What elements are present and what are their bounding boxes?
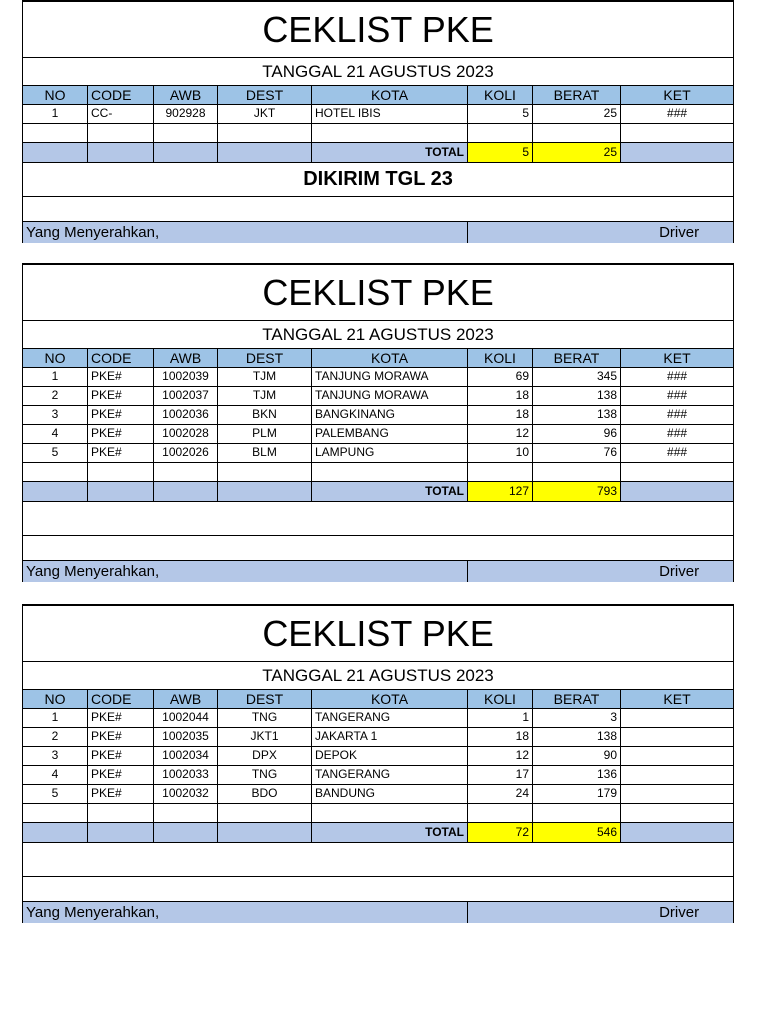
total-row: [23, 481, 734, 501]
cell-code: CC-: [88, 104, 154, 123]
total-koli: 72: [468, 822, 533, 842]
column-header-code: CODE: [88, 689, 154, 708]
table-row: [23, 708, 734, 727]
empty-cell: [88, 123, 154, 142]
cell-no: 5: [23, 443, 88, 462]
sheet-date: TANGGAL 21 AGUSTUS 2023: [23, 661, 734, 689]
cell-code: PKE#: [88, 424, 154, 443]
total-empty-cell: [23, 142, 88, 162]
cell-koli: 18: [468, 405, 533, 424]
column-header-code: CODE: [88, 348, 154, 367]
blank-row: [23, 535, 734, 560]
cell-koli: 18: [468, 386, 533, 405]
total-empty-cell: [621, 142, 734, 162]
cell-ket: ###: [621, 443, 734, 462]
empty-cell: [621, 803, 734, 822]
cell-kota: JAKARTA 1: [312, 727, 468, 746]
column-header-awb: AWB: [154, 348, 218, 367]
empty-cell: [312, 462, 468, 481]
total-empty-cell: [218, 142, 312, 162]
column-header-dest: DEST: [218, 348, 312, 367]
table-header: [23, 348, 734, 367]
total-empty-cell: [88, 822, 154, 842]
empty-cell: [154, 123, 218, 142]
column-header-kota: KOTA: [312, 689, 468, 708]
cell-code: PKE#: [88, 727, 154, 746]
total-empty-cell: [88, 481, 154, 501]
column-header-no: NO: [23, 85, 88, 104]
empty-cell: [533, 123, 621, 142]
cell-koli: 12: [468, 746, 533, 765]
total-empty-cell: [621, 481, 734, 501]
column-header-kota: KOTA: [312, 85, 468, 104]
cell-ket: ###: [621, 104, 734, 123]
cell-koli: 69: [468, 367, 533, 386]
sign-label-right: Driver: [468, 901, 734, 923]
table-row: [23, 443, 734, 462]
table-row: [23, 784, 734, 803]
table-row: [23, 727, 734, 746]
cell-awb: 1002039: [154, 367, 218, 386]
sign-label-left: Yang Menyerahkan,: [23, 560, 468, 582]
cell-awb: 1002032: [154, 784, 218, 803]
blank-row: [23, 876, 734, 901]
cell-ket: ###: [621, 405, 734, 424]
cell-kota: HOTEL IBIS: [312, 104, 468, 123]
cell-kota: DEPOK: [312, 746, 468, 765]
table-row: [23, 405, 734, 424]
empty-cell: [468, 123, 533, 142]
cell-dest: BDO: [218, 784, 312, 803]
cell-berat: 76: [533, 443, 621, 462]
cell-no: 1: [23, 708, 88, 727]
cell-code: PKE#: [88, 386, 154, 405]
cell-kota: TANJUNG MORAWA: [312, 367, 468, 386]
cell-ket: ###: [621, 367, 734, 386]
cell-ket: [621, 708, 734, 727]
cell-awb: 1002035: [154, 727, 218, 746]
cell-dest: TJM: [218, 386, 312, 405]
column-header-koli: KOLI: [468, 689, 533, 708]
total-empty-cell: [621, 822, 734, 842]
cell-dest: JKT1: [218, 727, 312, 746]
total-empty-cell: [23, 481, 88, 501]
cell-koli: 1: [468, 708, 533, 727]
shipping-note: DIKIRIM TGL 23: [23, 162, 734, 196]
empty-cell: [23, 803, 88, 822]
empty-cell: [468, 462, 533, 481]
column-header-berat: BERAT: [533, 348, 621, 367]
cell-no: 2: [23, 727, 88, 746]
cell-no: 4: [23, 765, 88, 784]
blank-row: [23, 196, 734, 221]
column-header-berat: BERAT: [533, 689, 621, 708]
table-row: [23, 367, 734, 386]
cell-berat: 138: [533, 386, 621, 405]
table-row: [23, 104, 734, 123]
cell-ket: ###: [621, 386, 734, 405]
cell-awb: 1002033: [154, 765, 218, 784]
cell-koli: 5: [468, 104, 533, 123]
total-empty-cell: [154, 481, 218, 501]
cell-kota: TANGERANG: [312, 765, 468, 784]
total-empty-cell: [23, 822, 88, 842]
sign-label-right: Driver: [468, 221, 734, 243]
checklist-table: [22, 0, 734, 243]
cell-koli: 12: [468, 424, 533, 443]
cell-no: 3: [23, 746, 88, 765]
cell-ket: [621, 727, 734, 746]
column-header-ket: KET: [621, 85, 734, 104]
cell-no: 1: [23, 104, 88, 123]
cell-koli: 18: [468, 727, 533, 746]
checklist-table: [22, 604, 734, 923]
cell-dest: PLM: [218, 424, 312, 443]
empty-cell: [312, 803, 468, 822]
empty-cell: [218, 123, 312, 142]
cell-berat: 136: [533, 765, 621, 784]
cell-no: 3: [23, 405, 88, 424]
empty-cell: [533, 803, 621, 822]
cell-awb: 1002037: [154, 386, 218, 405]
cell-dest: TNG: [218, 765, 312, 784]
cell-kota: TANJUNG MORAWA: [312, 386, 468, 405]
empty-row: [23, 803, 734, 822]
cell-koli: 24: [468, 784, 533, 803]
signature-row: [23, 901, 734, 923]
checklist-sheet: [22, 0, 733, 243]
empty-cell: [154, 803, 218, 822]
cell-dest: TNG: [218, 708, 312, 727]
column-header-ket: KET: [621, 689, 734, 708]
cell-no: 4: [23, 424, 88, 443]
blank-row: [23, 501, 734, 535]
checklist-sheet: [22, 604, 733, 923]
cell-ket: [621, 784, 734, 803]
empty-cell: [154, 462, 218, 481]
column-header-awb: AWB: [154, 689, 218, 708]
total-koli: 127: [468, 481, 533, 501]
column-header-berat: BERAT: [533, 85, 621, 104]
cell-koli: 10: [468, 443, 533, 462]
cell-dest: JKT: [218, 104, 312, 123]
cell-dest: BLM: [218, 443, 312, 462]
cell-dest: DPX: [218, 746, 312, 765]
table-row: [23, 746, 734, 765]
column-header-koli: KOLI: [468, 85, 533, 104]
table-header: [23, 85, 734, 104]
cell-berat: 138: [533, 727, 621, 746]
cell-code: PKE#: [88, 746, 154, 765]
sheet-date: TANGGAL 21 AGUSTUS 2023: [23, 57, 734, 85]
column-header-koli: KOLI: [468, 348, 533, 367]
cell-awb: 1002044: [154, 708, 218, 727]
empty-cell: [218, 462, 312, 481]
sheet-title: CEKLIST PKE: [23, 264, 734, 320]
cell-code: PKE#: [88, 443, 154, 462]
total-berat: 25: [533, 142, 621, 162]
total-row: [23, 822, 734, 842]
cell-ket: [621, 765, 734, 784]
checklist-sheet: [22, 263, 733, 582]
cell-berat: 138: [533, 405, 621, 424]
column-header-code: CODE: [88, 85, 154, 104]
cell-dest: TJM: [218, 367, 312, 386]
total-label: TOTAL: [312, 142, 468, 162]
empty-cell: [468, 803, 533, 822]
cell-awb: 902928: [154, 104, 218, 123]
table-row: [23, 424, 734, 443]
total-berat: 793: [533, 481, 621, 501]
blank-row: [23, 842, 734, 876]
cell-kota: TANGERANG: [312, 708, 468, 727]
cell-berat: 25: [533, 104, 621, 123]
cell-code: PKE#: [88, 784, 154, 803]
cell-awb: 1002028: [154, 424, 218, 443]
empty-row: [23, 123, 734, 142]
empty-cell: [533, 462, 621, 481]
empty-cell: [88, 803, 154, 822]
column-header-awb: AWB: [154, 85, 218, 104]
total-empty-cell: [218, 481, 312, 501]
cell-awb: 1002034: [154, 746, 218, 765]
table-row: [23, 386, 734, 405]
total-empty-cell: [88, 142, 154, 162]
cell-no: 1: [23, 367, 88, 386]
cell-berat: 345: [533, 367, 621, 386]
total-berat: 546: [533, 822, 621, 842]
cell-awb: 1002036: [154, 405, 218, 424]
cell-dest: BKN: [218, 405, 312, 424]
cell-ket: ###: [621, 424, 734, 443]
sheet-title: CEKLIST PKE: [23, 605, 734, 661]
cell-code: PKE#: [88, 765, 154, 784]
empty-cell: [23, 123, 88, 142]
checklist-table: [22, 263, 734, 582]
cell-no: 2: [23, 386, 88, 405]
column-header-dest: DEST: [218, 689, 312, 708]
cell-kota: BANDUNG: [312, 784, 468, 803]
table-header: [23, 689, 734, 708]
cell-kota: PALEMBANG: [312, 424, 468, 443]
signature-row: [23, 560, 734, 582]
cell-code: PKE#: [88, 708, 154, 727]
sheet-title: CEKLIST PKE: [23, 1, 734, 57]
empty-cell: [23, 462, 88, 481]
total-empty-cell: [218, 822, 312, 842]
cell-berat: 179: [533, 784, 621, 803]
cell-kota: BANGKINANG: [312, 405, 468, 424]
column-header-kota: KOTA: [312, 348, 468, 367]
total-empty-cell: [154, 142, 218, 162]
cell-ket: [621, 746, 734, 765]
total-row: [23, 142, 734, 162]
cell-code: PKE#: [88, 405, 154, 424]
empty-cell: [621, 123, 734, 142]
column-header-ket: KET: [621, 348, 734, 367]
empty-cell: [621, 462, 734, 481]
sign-label-right: Driver: [468, 560, 734, 582]
column-header-no: NO: [23, 689, 88, 708]
cell-berat: 90: [533, 746, 621, 765]
empty-cell: [312, 123, 468, 142]
sign-label-left: Yang Menyerahkan,: [23, 221, 468, 243]
empty-cell: [88, 462, 154, 481]
total-label: TOTAL: [312, 822, 468, 842]
signature-row: [23, 221, 734, 243]
sheet-date: TANGGAL 21 AGUSTUS 2023: [23, 320, 734, 348]
cell-kota: LAMPUNG: [312, 443, 468, 462]
empty-row: [23, 462, 734, 481]
total-koli: 5: [468, 142, 533, 162]
sign-label-left: Yang Menyerahkan,: [23, 901, 468, 923]
cell-no: 5: [23, 784, 88, 803]
cell-awb: 1002026: [154, 443, 218, 462]
total-empty-cell: [154, 822, 218, 842]
cell-code: PKE#: [88, 367, 154, 386]
total-label: TOTAL: [312, 481, 468, 501]
cell-koli: 17: [468, 765, 533, 784]
column-header-dest: DEST: [218, 85, 312, 104]
cell-berat: 96: [533, 424, 621, 443]
cell-berat: 3: [533, 708, 621, 727]
empty-cell: [218, 803, 312, 822]
table-row: [23, 765, 734, 784]
column-header-no: NO: [23, 348, 88, 367]
